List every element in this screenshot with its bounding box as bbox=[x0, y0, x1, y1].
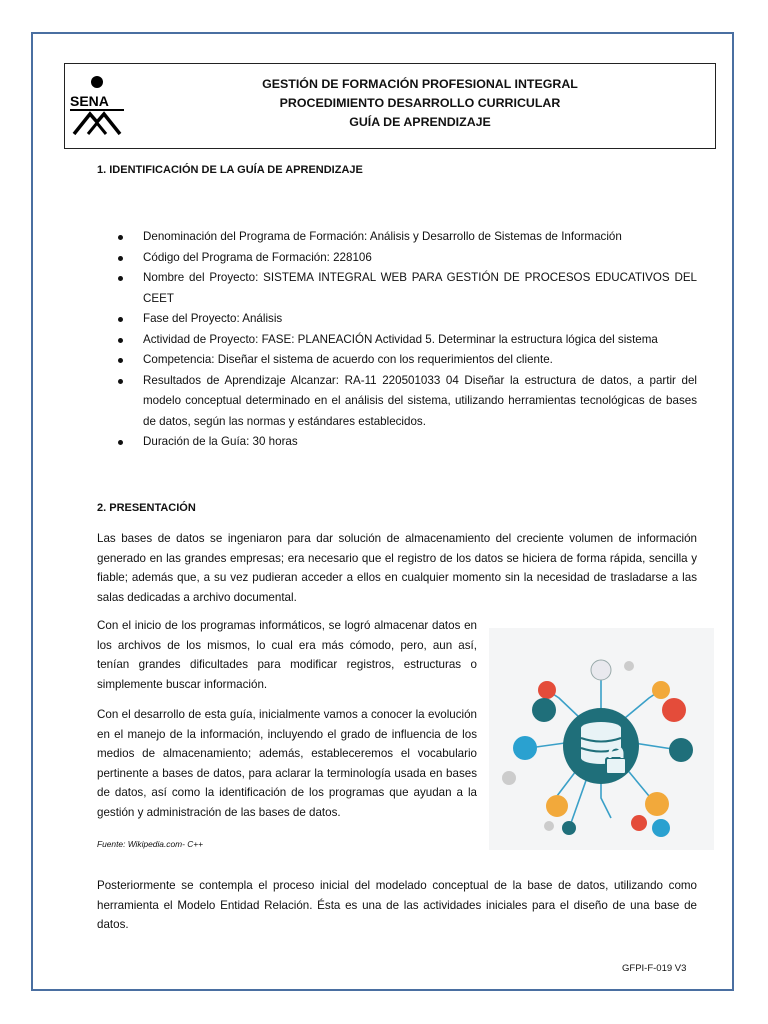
document-header bbox=[64, 63, 716, 149]
form-code: GFPI-F-019 V3 bbox=[622, 963, 687, 974]
identification-list bbox=[97, 227, 697, 453]
sena-logo bbox=[68, 74, 126, 136]
list-item: Resultados de Aprendizaje Alcanzar: RA-11 220501033 04 Diseñar la estructura de datos, a partir del modelo conceptual determinado en el análisis del sistema, utilizando herramientas tecnológicas de bases de datos, según las normas y estándares establecidos. bbox=[97, 371, 697, 433]
list-item: Fase del Proyecto: Análisis bbox=[97, 309, 697, 330]
presentation-paragraph-4: Posteriormente se contempla el proceso inicial del modelado conceptual de la base de datos, utilizando como herramienta el Modelo Entidad Relación. Ésta es una de las actividades iniciales para el diseño de una base de datos. bbox=[97, 879, 697, 931]
presentation-paragraph-3: Con el desarrollo de esta guía, inicialmente vamos a conocer la evolución en el manejo de la información, incluyendo el grado de influencia de los medios de almacenamiento; además, estableceremos el vocabulario pertinente a bases de datos, para aclarar la terminología usada en bases de datos, así como la identificación de los programas que ayudan a la gestión y administración de las bases de datos. bbox=[97, 708, 477, 819]
header-line-2: PROCEDIMIENTO DESARROLLO CURRICULAR bbox=[279, 96, 561, 110]
presentation-paragraph-1: Las bases de datos se ingeniaron para dar solución de almacenamiento del creciente volumen de información generado en las grandes empresas; era necesario que el registro de los datos se hiciera de forma rápida, sencilla y fiable; además que, a su vez pudieran acceder a ellos en cualquier momento sin la necesidad de trasladarse a las salas dedicadas a archivo documental. bbox=[97, 532, 697, 604]
header-line-1: GESTIÓN DE FORMACIÓN PROFESIONAL INTEGRAL bbox=[262, 77, 578, 91]
presentation-paragraph-2: Con el inicio de los programas informáticos, se logró almacenar datos en los archivos de los mismos, lo cual era más cómodo, pero, aun así, tenían grandes dificultades para modificar registros, estructuras o simplemente buscar información. bbox=[97, 619, 477, 691]
sena-logo-text: SENA bbox=[70, 93, 109, 109]
database-network-icon bbox=[489, 628, 714, 850]
list-item: Actividad de Proyecto: FASE: PLANEACIÓN Actividad 5. Determinar la estructura lógica del sistema bbox=[97, 330, 697, 351]
list-item: Duración de la Guía: 30 horas bbox=[97, 432, 697, 453]
section-2-title: 2. PRESENTACIÓN bbox=[97, 502, 196, 514]
list-item: Competencia: Diseñar el sistema de acuerdo con los requerimientos del cliente. bbox=[97, 350, 697, 371]
image-caption: Fuente: Wikipedia.com- C++ bbox=[97, 839, 204, 849]
header-line-3: GUÍA DE APRENDIZAJE bbox=[349, 115, 491, 129]
list-item: Denominación del Programa de Formación: Análisis y Desarrollo de Sistemas de Información bbox=[97, 227, 697, 248]
list-item: Código del Programa de Formación: 228106 bbox=[97, 248, 697, 269]
illustration-image bbox=[489, 628, 714, 850]
section-1-title: 1. IDENTIFICACIÓN DE LA GUÍA DE APRENDIZAJE bbox=[97, 164, 363, 176]
list-item: Nombre del Proyecto: SISTEMA INTEGRAL WEB PARA GESTIÓN DE PROCESOS EDUCATIVOS DEL CEET bbox=[97, 268, 697, 309]
